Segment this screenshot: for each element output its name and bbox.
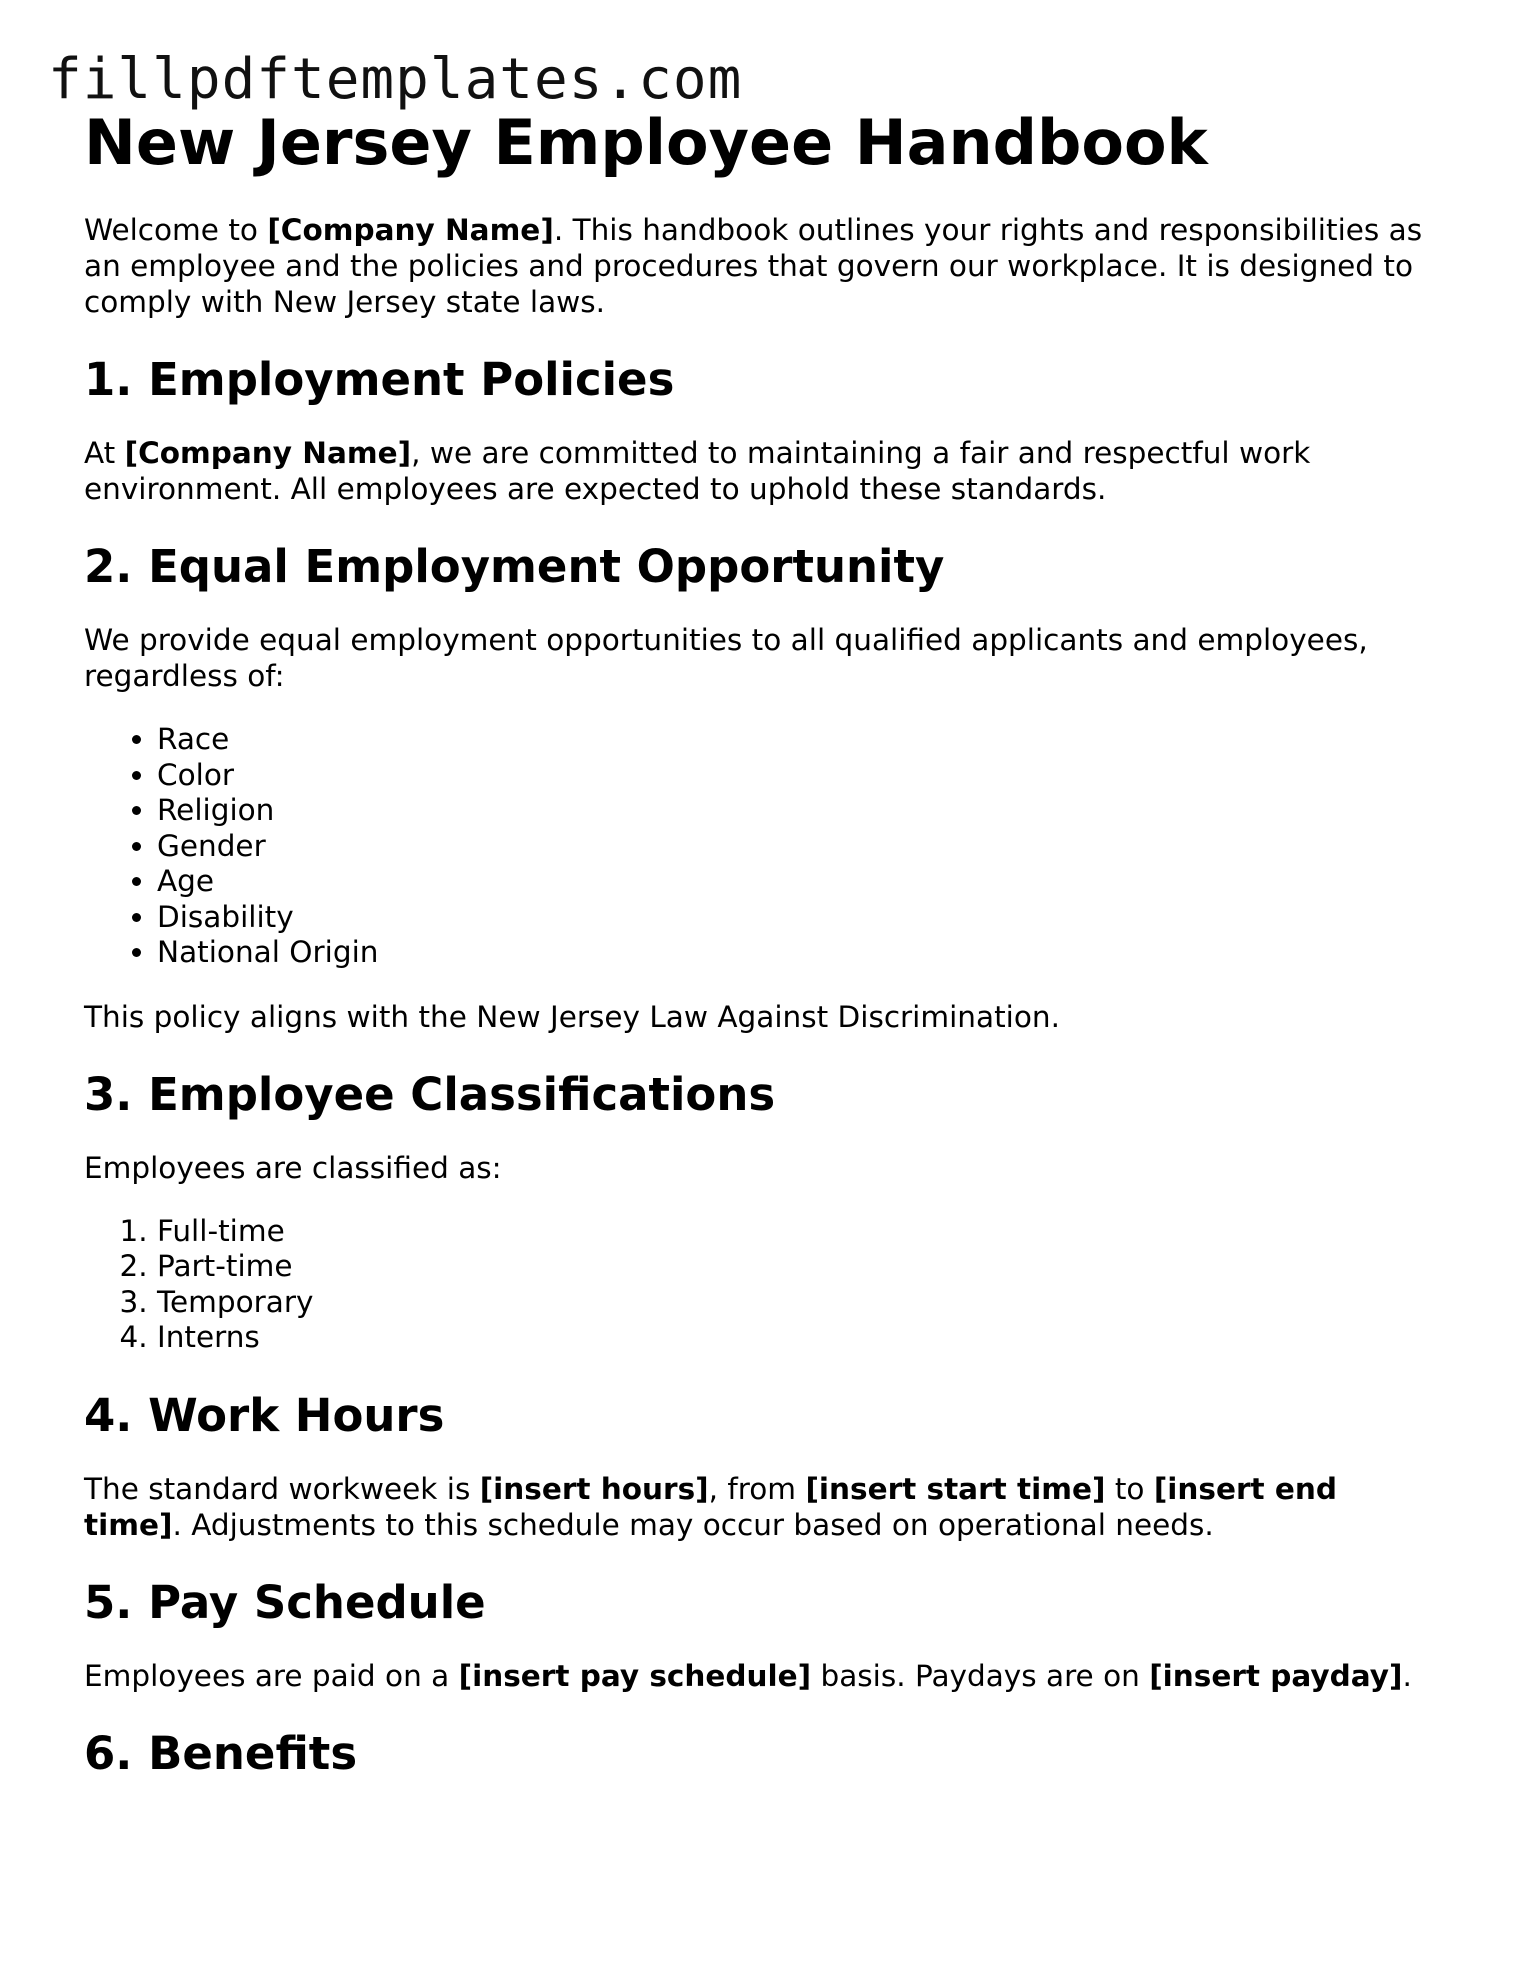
section-heading-employee-classifications: 3. Employee Classifications [84,1067,776,1121]
intro-paragraph [84,212,1444,320]
start-time-placeholder: [insert start time] [805,1471,1106,1506]
company-name-placeholder: [Company Name] [124,436,412,470]
intro-text-2: . This handbook outlines your rights and responsibilities as an employee and the policies and procedures that govern our workplace. It is designed to comply with New Jersey state laws. [84,213,1423,319]
list-item: • National Origin [157,935,1444,971]
equal-employment-intro: We provide equal employment opportunities to all qualified applicants and employees, regardless of: [84,623,1368,693]
work-hours-text-1: The standard workweek is [84,1471,480,1506]
company-name-placeholder: [Company Name] [267,213,554,247]
list-item: • Religion [157,793,1444,829]
list-item: • Age [157,864,1444,900]
list-item: • Color [157,758,1444,794]
list-item: 3. Temporary [157,1285,1444,1321]
pay-schedule-text-3: . [1402,1658,1412,1693]
list-item: • Gender [157,829,1444,865]
work-hours-text-2: , from [708,1471,806,1506]
pay-schedule-paragraph [84,1658,1444,1694]
intro-text-1: Welcome to [84,213,268,247]
work-hours-paragraph [84,1471,1444,1543]
list-item: 2. Part-time [157,1249,1444,1285]
pay-schedule-text-2: basis. Paydays are on [811,1658,1150,1693]
handbook-document [84,104,1444,1782]
pay-schedule-placeholder: [insert pay schedule] [458,1658,812,1693]
employment-policies-text-1: At [84,436,125,470]
payday-placeholder: [insert payday] [1149,1658,1403,1693]
section-heading-work-hours: 4. Work Hours [84,1388,445,1442]
list-item: • Disability [157,900,1444,936]
list-item: 4. Interns [157,1320,1444,1356]
employment-policies-paragraph [84,435,1444,507]
work-hours-text-4: . Adjustments to this schedule may occur based on operational needs. [172,1507,1214,1542]
classifications-list [84,1214,1444,1356]
employment-policies-text-2: , we are committed to maintaining a fair and respectful work environment. All employees are expected to uphold these standards. [84,436,1311,506]
classifications-intro: Employees are classified as: [84,1150,502,1185]
section-heading-pay-schedule: 5. Pay Schedule [84,1575,486,1629]
work-hours-text-3: to [1105,1471,1154,1506]
pay-schedule-text-1: Employees are paid on a [84,1658,459,1693]
hours-placeholder: [insert hours] [479,1471,709,1506]
section-heading-employment-policies: 1. Employment Policies [84,353,675,406]
list-item: • Race [157,722,1444,758]
watermark-text: fillpdftemplates.com [48,47,743,112]
protected-categories-list [84,722,1444,971]
list-item: 1. Full-time [157,1214,1444,1250]
end-time-placeholder: [insert end time] [84,1471,1338,1542]
section-heading-benefits: 6. Benefits [84,1726,358,1780]
equal-employment-closing: This policy aligns with the New Jersey Law Against Discrimination. [84,999,1060,1034]
section-heading-equal-employment: 2. Equal Employment Opportunity [84,540,945,593]
document-title: New Jersey Employee Handbook [84,106,1208,179]
